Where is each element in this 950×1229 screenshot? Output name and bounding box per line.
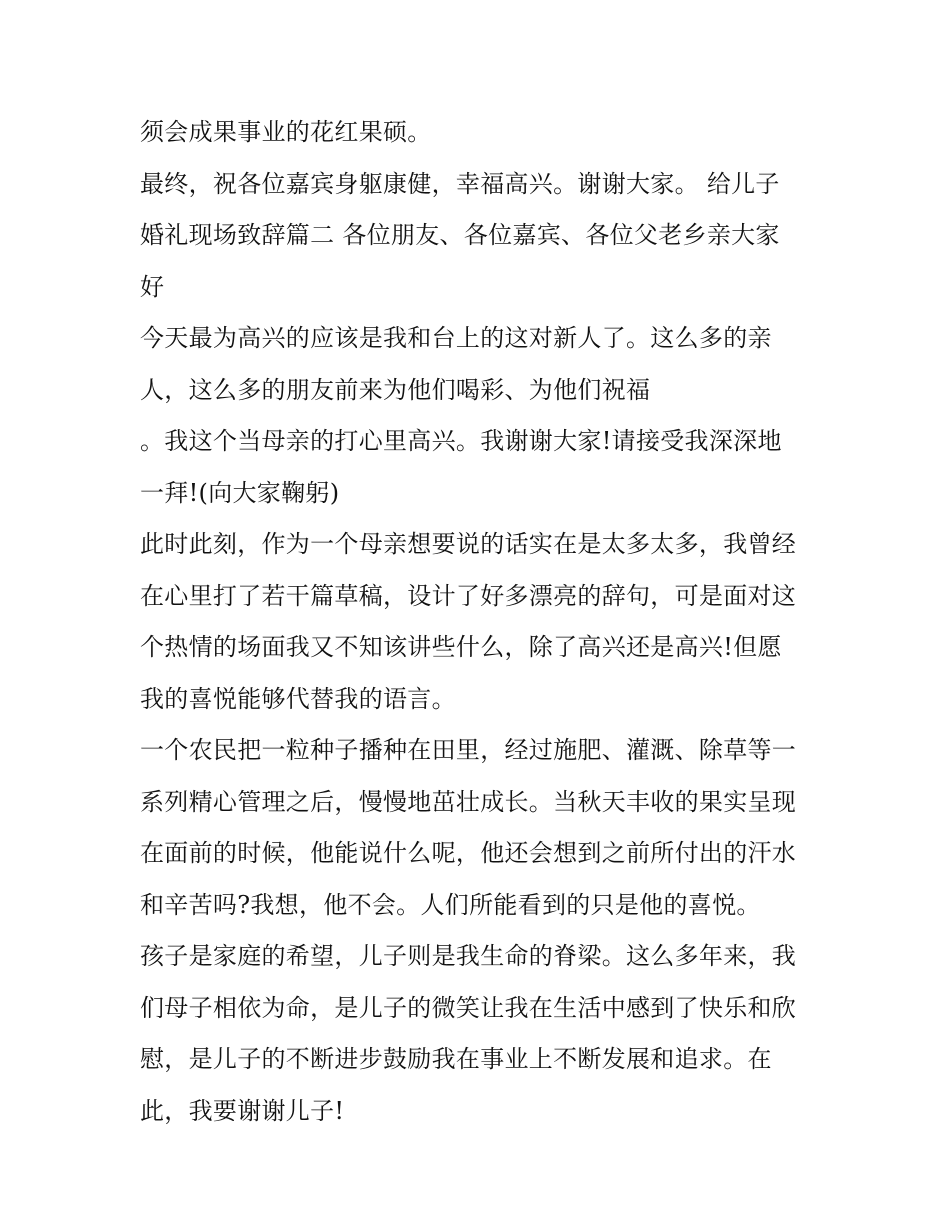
text-line: 好 bbox=[140, 272, 165, 301]
text-line: 最终，祝各位嘉宾身躯康健，幸福高兴。谢谢大家。 给儿子 bbox=[140, 169, 780, 198]
text-line: 系列精心管理之后，慢慢地茁壮成长。当秋天丰收的果实呈现 bbox=[140, 787, 797, 816]
body-text bbox=[140, 107, 820, 1137]
text-line: 今天最为高兴的应该是我和台上的这对新人了。这么多的亲 bbox=[140, 324, 772, 352]
text-line: 个热情的场面我又不知该讲些什么，除了高兴还是高兴!但愿 bbox=[140, 633, 782, 661]
text-line: 们母子相依为命，是儿子的微笑让我在生活中感到了快乐和欣 bbox=[140, 993, 797, 1022]
text-line: 慰，是儿子的不断进步鼓励我在事业上不断发展和追求。在 bbox=[140, 1045, 772, 1073]
text-line: 婚礼现场致辞篇二 各位朋友、各位嘉宾、各位父老乡亲大家 bbox=[140, 221, 780, 249]
text-line: 此时此刻，作为一个母亲想要说的话实在是太多太多，我曾经 bbox=[140, 530, 797, 558]
text-line: 此，我要谢谢儿子! bbox=[140, 1096, 345, 1125]
text-line: 我的喜悦能够代替我的语言。 bbox=[140, 684, 456, 713]
text-line: 人，这么多的朋友前来为他们喝彩、为他们祝福 bbox=[140, 375, 651, 404]
text-line: 在心里打了若干篇草稿，设计了好多漂亮的辞句，可是面对这 bbox=[140, 581, 797, 610]
text-line: 。我这个当母亲的打心里高兴。我谢谢大家!请接受我深深地 bbox=[140, 427, 782, 455]
text-line: 和辛苦吗?我想，他不会。人们所能看到的只是他的喜悦。 bbox=[140, 890, 761, 919]
text-line: 在面前的时候，他能说什么呢，他还会想到之前所付出的汗水 bbox=[140, 839, 797, 867]
text-line: 孩子是家庭的希望，儿子则是我生命的脊梁。这么多年来，我 bbox=[140, 942, 797, 970]
text-line: 须会成果事业的花红果硕。 bbox=[140, 118, 432, 146]
text-line: 一个农民把一粒种子播种在田里，经过施肥、灌溉、除草等一 bbox=[140, 736, 797, 764]
text-line: 一拜!(向大家鞠躬) bbox=[140, 478, 340, 507]
